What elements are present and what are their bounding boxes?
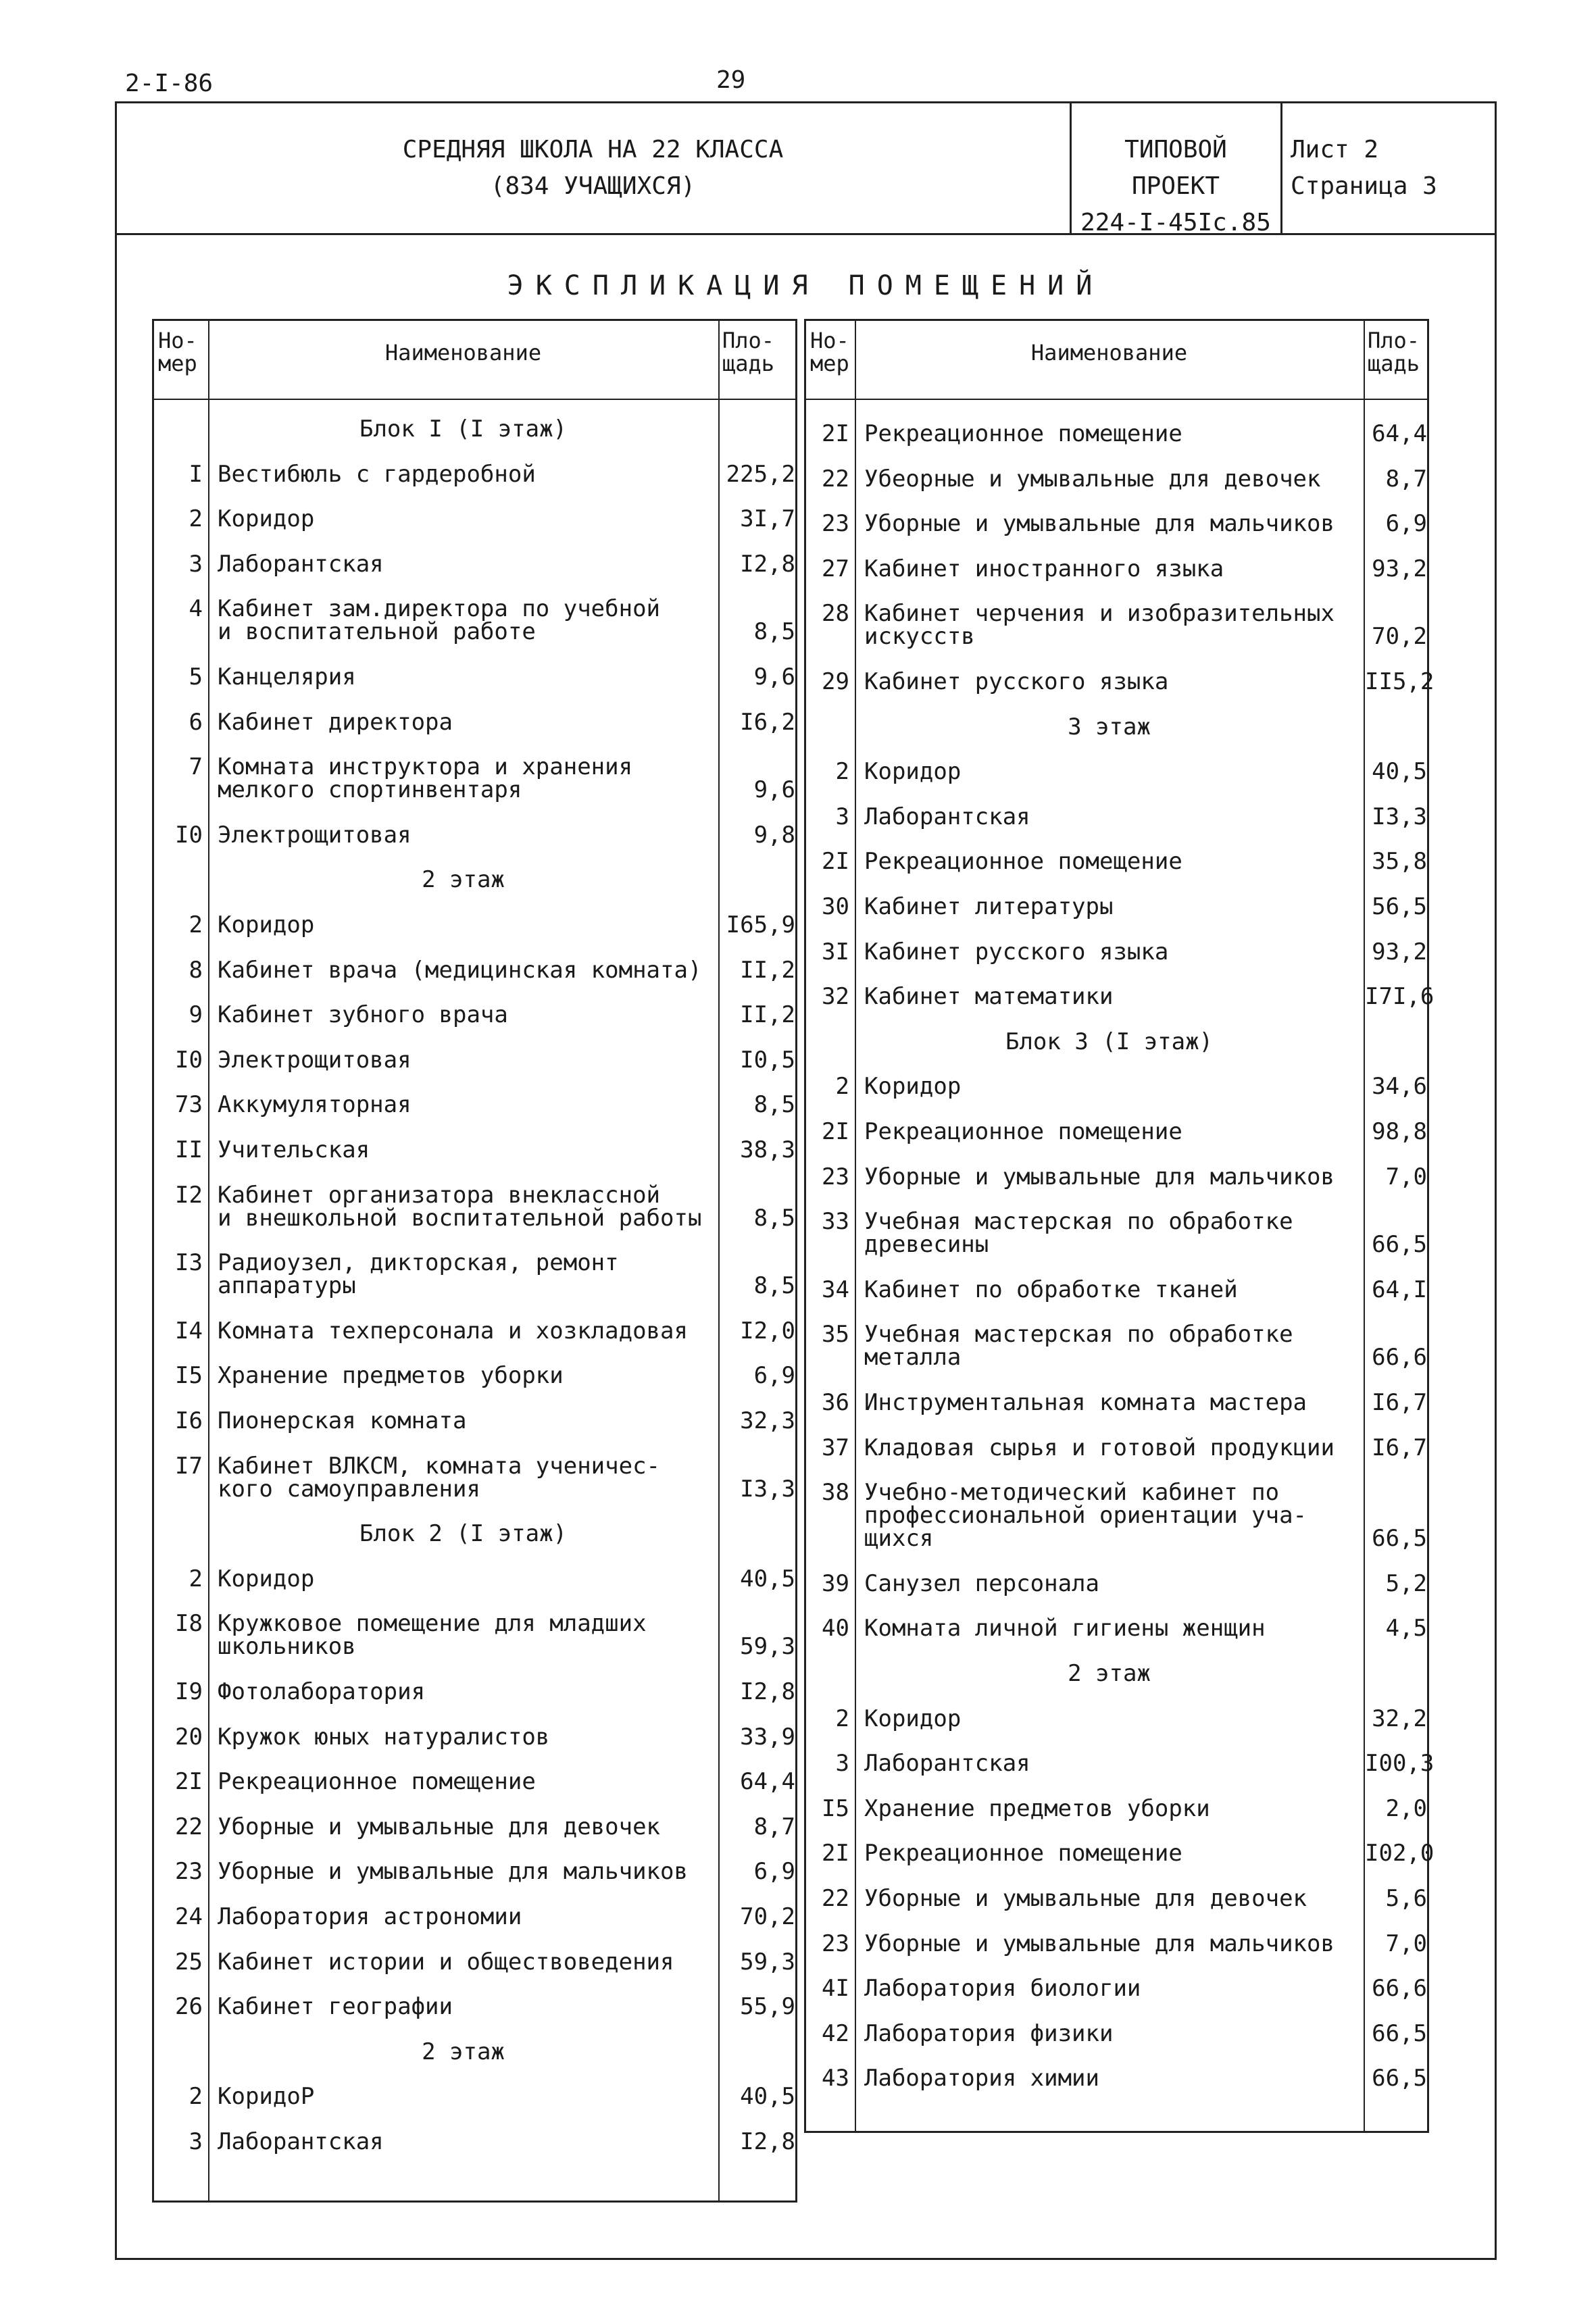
room-area: 32,2 — [1372, 1705, 1427, 1732]
room-number: 35 — [822, 1321, 849, 1349]
room-area: 9,8 — [753, 821, 795, 849]
room-number: 9 — [189, 1001, 203, 1029]
room-area: 40,5 — [740, 2083, 795, 2111]
room-number: 2 — [189, 1565, 203, 1592]
room-number: 2 — [189, 505, 203, 533]
room-name: Лаборатория физики — [864, 2019, 1114, 2047]
room-name: Уборные и умывальные для мальчиков — [864, 1163, 1335, 1190]
room-area: 38,3 — [740, 1136, 795, 1163]
header-divider — [806, 399, 1427, 400]
room-number: 2 — [189, 911, 203, 938]
column-header-name: Наименование — [1030, 340, 1188, 366]
room-number: 36 — [822, 1389, 849, 1416]
room-name: Лаборантская — [864, 1750, 1030, 1778]
room-name: Кабинет иностранного языка — [864, 555, 1224, 582]
room-area: 66,6 — [1372, 1344, 1427, 1372]
room-number: 2 — [835, 1705, 849, 1732]
room-name: Пионерская комната — [218, 1407, 467, 1434]
room-area: I3,3 — [1372, 803, 1427, 830]
room-number: 3 — [189, 2128, 203, 2155]
stamp-title-line1: СРЕДНЯЯ ШКОЛА НА 22 КЛАССА — [402, 136, 784, 164]
room-number: 22 — [822, 465, 849, 493]
room-number: 73 — [175, 1091, 203, 1119]
room-name: Радиоузел, дикторская, ремонт аппаратуры — [218, 1249, 619, 1300]
room-name: Лаборатория биологии — [864, 1975, 1141, 2003]
room-number: 2I — [822, 848, 849, 876]
room-name: Комната инструктора и хранения мелкого спортинвентаря — [218, 753, 633, 804]
room-number: 39 — [822, 1569, 849, 1597]
stamp-divider-v2 — [1280, 101, 1282, 233]
room-area: 9,6 — [753, 663, 795, 690]
room-area: 64,I — [1372, 1276, 1427, 1303]
room-name: Хранение предметов уборки — [218, 1362, 564, 1390]
room-area: I00,3 — [1365, 1750, 1435, 1778]
stamp-sheet — [1291, 132, 1493, 205]
room-area: 4,5 — [1385, 1615, 1427, 1642]
section-heading: Блок I (I этаж) — [359, 416, 568, 443]
room-number: 23 — [822, 510, 849, 538]
room-number: 26 — [175, 1993, 203, 2021]
room-area: 93,2 — [1372, 938, 1427, 965]
section-heading: 2 этаж — [422, 2038, 505, 2065]
room-number: 28 — [822, 600, 849, 628]
room-name: Кабинет русского языка — [864, 938, 1169, 965]
room-area: I2,0 — [740, 1317, 795, 1344]
room-area: 64,4 — [1372, 420, 1427, 447]
room-name: Рекреационное помещение — [864, 848, 1182, 876]
room-name: Кружок юных натуралистов — [218, 1723, 550, 1751]
document-title: ЭКСПЛИКАЦИЯ ПОМЕЩЕНИЙ — [507, 270, 1105, 301]
room-area: I6,7 — [1372, 1434, 1427, 1461]
room-name: Уборные и умывальные для мальчиков — [864, 1930, 1335, 1957]
room-area: 98,8 — [1372, 1118, 1427, 1145]
document-code: 2-I-86 — [125, 70, 214, 97]
room-number: 43 — [822, 2065, 849, 2092]
room-number: I5 — [822, 1794, 849, 1822]
room-number: 2I — [822, 1840, 849, 1867]
room-name: Аккумуляторная — [218, 1091, 412, 1119]
section-heading: 2 этаж — [1068, 1660, 1151, 1687]
room-area: 6,9 — [753, 1858, 795, 1886]
room-area: 5,2 — [1385, 1569, 1427, 1597]
room-area: 66,5 — [1372, 1525, 1427, 1553]
room-name: Учительская — [218, 1136, 370, 1163]
room-number: II — [175, 1136, 203, 1163]
room-area: 70,2 — [740, 1903, 795, 1930]
room-number: 23 — [175, 1858, 203, 1886]
room-area: I3,3 — [740, 1475, 795, 1503]
room-number: 2 — [835, 758, 849, 786]
room-name: Комната техперсонала и хозкладовая — [218, 1317, 688, 1344]
room-area: 35,8 — [1372, 848, 1427, 876]
section-heading: 3 этаж — [1068, 713, 1151, 740]
room-area: II,2 — [740, 956, 795, 984]
room-area: 9,6 — [753, 776, 795, 804]
room-name: Электрощитовая — [218, 1046, 412, 1074]
room-name: Учебная мастерская по обработке металла — [864, 1321, 1293, 1372]
room-name: Инструментальная комната мастера — [864, 1389, 1307, 1416]
room-area: 66,6 — [1372, 1975, 1427, 2003]
room-name: Лаборантская — [218, 2128, 384, 2155]
room-number: 42 — [822, 2019, 849, 2047]
room-area: 40,5 — [1372, 758, 1427, 786]
stamp-sheet-line2: Страница 3 — [1291, 172, 1437, 200]
stamp-project-line1: ТИПОВОЙ ПРОЕКТ — [1124, 136, 1227, 200]
room-area: 5,6 — [1385, 1885, 1427, 1912]
room-number: I2 — [175, 1181, 203, 1209]
room-name: Санузел персонала — [864, 1569, 1099, 1597]
room-number: 32 — [822, 983, 849, 1011]
room-name: Учебная мастерская по обработке древесины — [864, 1208, 1293, 1259]
room-area: 59,3 — [740, 1633, 795, 1661]
room-number: 23 — [822, 1163, 849, 1190]
room-number: 3 — [189, 550, 203, 578]
room-number: I5 — [175, 1362, 203, 1390]
room-area: I2,8 — [740, 2128, 795, 2155]
room-number: 2I — [822, 1118, 849, 1145]
room-number: 2I — [175, 1768, 203, 1796]
room-number: 20 — [175, 1723, 203, 1751]
room-name: Фотолаборатория — [218, 1678, 426, 1705]
room-area: I02,0 — [1365, 1840, 1435, 1867]
room-name: Кладовая сырья и готовой продукции — [864, 1434, 1335, 1461]
room-name: Рекреационное помещение — [218, 1768, 536, 1796]
room-number: 27 — [822, 555, 849, 582]
column-divider — [855, 321, 856, 2131]
room-number: 7 — [189, 753, 203, 781]
room-name: Вестибюль с гардеробной — [218, 460, 536, 488]
room-number: 24 — [175, 1903, 203, 1930]
room-area: 40,5 — [740, 1565, 795, 1592]
room-name: КоридоР — [218, 2083, 315, 2111]
right-table — [804, 319, 1435, 2133]
room-name: Рекреационное помещение — [864, 420, 1182, 447]
room-number: I3 — [175, 1249, 203, 1277]
room-name: Коридор — [218, 505, 315, 533]
room-number: 40 — [822, 1615, 849, 1642]
room-area: I6,2 — [740, 708, 795, 736]
stamp-project-line2: 224-I-45Iс.85 — [1080, 209, 1271, 236]
room-number: I8 — [175, 1610, 203, 1638]
room-area: II,2 — [740, 1001, 795, 1029]
room-area: 34,6 — [1372, 1073, 1427, 1101]
room-name: Коридор — [864, 1705, 962, 1732]
room-number: 33 — [822, 1208, 849, 1236]
room-area: I7I,6 — [1365, 983, 1435, 1011]
room-name: Уборные и умывальные для мальчиков — [218, 1858, 688, 1886]
room-number: 3 — [835, 1750, 849, 1778]
column-header-name: Наименование — [384, 340, 542, 366]
room-area: 8,7 — [1385, 465, 1427, 493]
room-area: I65,9 — [726, 911, 795, 938]
room-area: 8,5 — [753, 1204, 795, 1232]
column-header-number: Но- мер — [810, 328, 849, 376]
room-name: Кабинет географии — [218, 1993, 453, 2021]
room-area: I2,8 — [740, 550, 795, 578]
room-number: 2I — [822, 420, 849, 447]
room-area: 8,5 — [753, 618, 795, 646]
room-name: Лаборатория астрономии — [218, 1903, 522, 1930]
room-number: I0 — [175, 821, 203, 849]
room-area: 55,9 — [740, 1993, 795, 2021]
room-number: 5 — [189, 663, 203, 690]
stamp-divider — [115, 233, 1497, 235]
room-area: 32,3 — [740, 1407, 795, 1434]
room-area: 8,5 — [753, 1272, 795, 1300]
room-area: 66,5 — [1372, 1231, 1427, 1259]
room-area: I2,8 — [740, 1678, 795, 1705]
section-heading: 2 этаж — [422, 866, 505, 894]
room-number: 2 — [189, 2083, 203, 2111]
room-number: 34 — [822, 1276, 849, 1303]
room-number: I0 — [175, 1046, 203, 1074]
room-name: Уборные и умывальные для мальчиков — [864, 510, 1335, 538]
stamp-title — [118, 132, 1068, 205]
room-name: Кабинет организатора внеклассной и внешкольной воспитательной работы — [218, 1181, 702, 1232]
room-name: Кабинет врача (медицинская комната) — [218, 956, 702, 984]
column-divider — [208, 321, 209, 2200]
room-number: 8 — [189, 956, 203, 984]
room-number: 6 — [189, 708, 203, 736]
room-number: 23 — [822, 1930, 849, 1957]
room-name: Кабинет директора — [218, 708, 453, 736]
room-area: 33,9 — [740, 1723, 795, 1751]
room-area: 59,3 — [740, 1948, 795, 1976]
room-area: 66,5 — [1372, 2065, 1427, 2092]
room-name: Кабинет математики — [864, 983, 1114, 1011]
page-number: 29 — [716, 66, 746, 94]
room-area: 64,4 — [740, 1768, 795, 1796]
stamp-project — [1074, 132, 1277, 241]
room-area: 8,7 — [753, 1813, 795, 1840]
room-area: 70,2 — [1372, 623, 1427, 651]
room-number: 3 — [835, 803, 849, 830]
room-area: 3I,7 — [740, 505, 795, 533]
column-header-area: Пло- щадь — [1368, 328, 1420, 376]
room-area: 7,0 — [1385, 1930, 1427, 1957]
room-number: 29 — [822, 668, 849, 695]
room-number: 30 — [822, 893, 849, 920]
room-area: 56,5 — [1372, 893, 1427, 920]
room-name: Коридор — [864, 1073, 962, 1101]
room-name: Коридор — [864, 758, 962, 786]
room-name: Лаборантская — [864, 803, 1030, 830]
room-name: Кабинет истории и обществоведения — [218, 1948, 674, 1976]
stamp-title-line2: (834 УЧАЩИХСЯ) — [490, 172, 696, 200]
room-number: I — [189, 460, 203, 488]
left-table — [152, 319, 797, 2203]
room-area: 7,0 — [1385, 1163, 1427, 1190]
room-name: Коридор — [218, 911, 315, 938]
room-name: Уборные и умывальные для девочек — [218, 1813, 661, 1840]
room-number: 4 — [189, 595, 203, 623]
header-divider — [154, 399, 795, 400]
room-area: I0,5 — [740, 1046, 795, 1074]
section-heading: Блок 2 (I этаж) — [359, 1520, 568, 1548]
room-name: Канцелярия — [218, 663, 356, 690]
column-header-number: Но- мер — [158, 328, 197, 376]
room-name: Комната личной гигиены женщин — [864, 1615, 1266, 1642]
room-name: Рекреационное помещение — [864, 1840, 1182, 1867]
room-number: 2 — [835, 1073, 849, 1101]
section-heading: Блок 3 (I этаж) — [1005, 1028, 1214, 1055]
stamp-divider-v1 — [1070, 101, 1072, 233]
room-name: Убеорные и умывальные для девочек — [864, 465, 1321, 493]
room-name: Лаборатория химии — [864, 2065, 1099, 2092]
room-name: Электрощитовая — [218, 821, 412, 849]
room-name: Кабинет зубного врача — [218, 1001, 508, 1029]
column-header-area: Пло- щадь — [722, 328, 775, 376]
room-area: 6,9 — [753, 1362, 795, 1390]
room-area: 6,9 — [1385, 510, 1427, 538]
stamp-sheet-line1: Лист 2 — [1291, 136, 1379, 164]
room-name: Рекреационное помещение — [864, 1118, 1182, 1145]
room-area: 8,5 — [753, 1091, 795, 1119]
room-name: Кабинет русского языка — [864, 668, 1169, 695]
room-name: Коридор — [218, 1565, 315, 1592]
room-area: 93,2 — [1372, 555, 1427, 582]
room-area: 2,0 — [1385, 1794, 1427, 1822]
room-name: Кабинет литературы — [864, 893, 1114, 920]
room-number: I6 — [175, 1407, 203, 1434]
room-number: I9 — [175, 1678, 203, 1705]
room-number: I4 — [175, 1317, 203, 1344]
room-number: 22 — [822, 1885, 849, 1912]
room-name: Кабинет зам.директора по учебной и воспитательной работе — [218, 595, 661, 646]
room-number: 22 — [175, 1813, 203, 1840]
room-name: Кабинет по обработке тканей — [864, 1276, 1238, 1303]
room-name: Уборные и умывальные для девочек — [864, 1885, 1307, 1912]
room-area: I6,7 — [1372, 1389, 1427, 1416]
room-number: 25 — [175, 1948, 203, 1976]
room-number: I7 — [175, 1452, 203, 1480]
room-area: 225,2 — [726, 460, 795, 488]
room-name: Лаборантская — [218, 550, 384, 578]
room-number: 4I — [822, 1975, 849, 2003]
room-number: 37 — [822, 1434, 849, 1461]
room-name: Учебно-методический кабинет по профессиональной ориентации уча- щихся — [864, 1479, 1307, 1553]
room-name: Кабинет черчения и изобразительных искусств — [864, 600, 1335, 651]
room-name: Кабинет ВЛКСМ, комната ученичес- кого самоуправления — [218, 1452, 661, 1503]
room-area: II5,2 — [1365, 668, 1435, 695]
room-area: 66,5 — [1372, 2019, 1427, 2047]
room-number: 3I — [822, 938, 849, 965]
room-name: Кружковое помещение для младших школьников — [218, 1610, 647, 1661]
room-number: 38 — [822, 1479, 849, 1507]
room-name: Хранение предметов уборки — [864, 1794, 1210, 1822]
